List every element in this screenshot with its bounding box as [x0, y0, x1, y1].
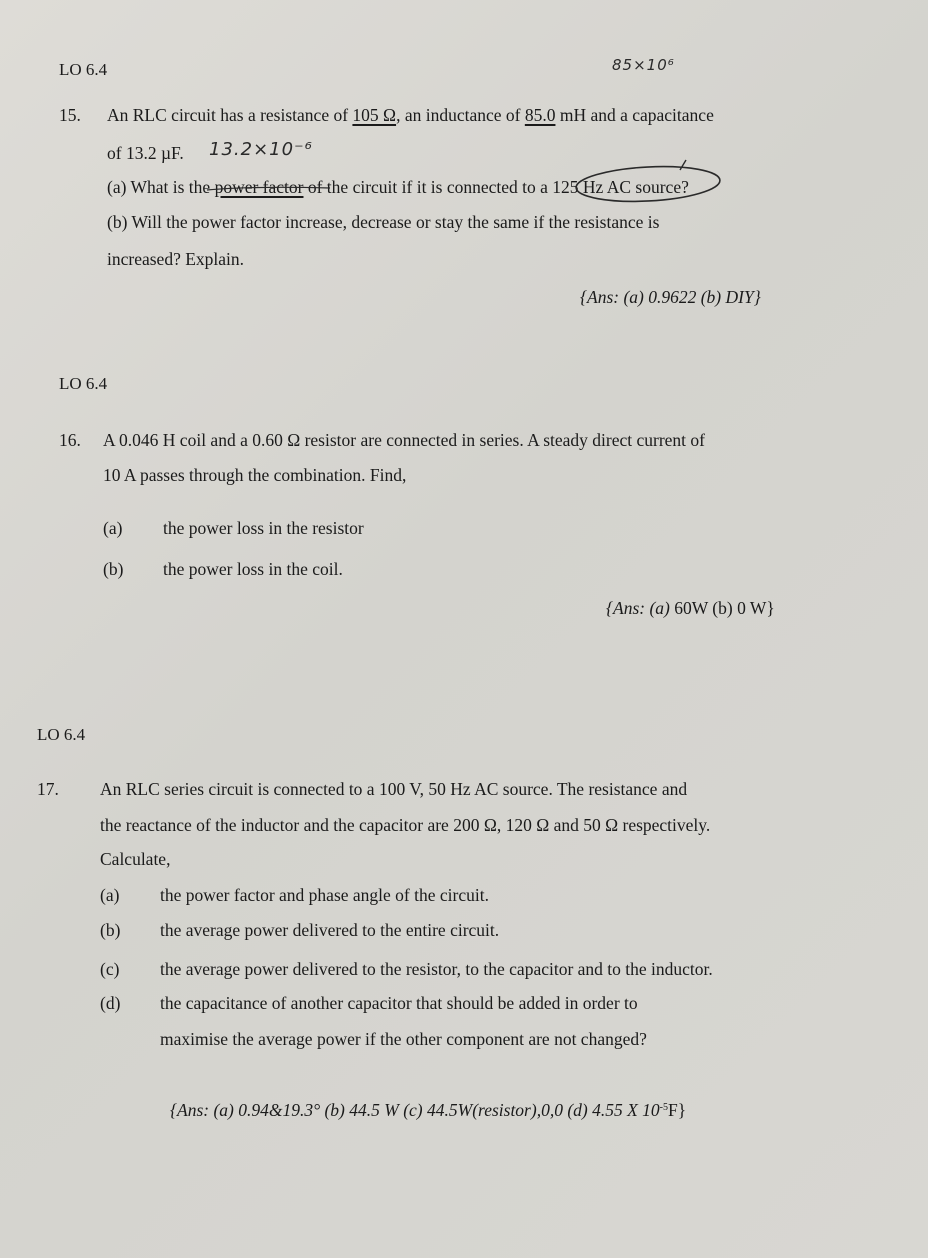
q16-number: 16.: [59, 430, 81, 450]
q16-part-a-text: the power loss in the resistor: [163, 518, 364, 538]
q15-part-a: (a) What is the power factor of the circuit if it is connected to a 125 Hz AC source?: [107, 177, 689, 197]
q17-part-a-text: the power factor and phase angle of the circuit.: [160, 885, 489, 905]
q15-handwritten-capacitance: 13.2×10⁻⁶: [209, 139, 313, 160]
q15-line-1: An RLC circuit has a resistance of 105 Ω, an inductance of 85.0 mH and a capacitance: [107, 105, 714, 125]
q16-part-b-text: the power loss in the coil.: [163, 559, 343, 579]
q15-part-b-line-1: (b) Will the power factor increase, decrease or stay the same if the resistance is: [107, 212, 660, 232]
q17-learning-outcome: LO 6.4: [37, 725, 86, 744]
q17-part-c-text: the average power delivered to the resistor, to the capacitor and to the inductor.: [160, 959, 713, 979]
q15-handwritten-note-top: 85×10⁶: [612, 56, 675, 74]
handwritten-tick-mark: [680, 160, 686, 170]
q17-line-1: An RLC series circuit is connected to a 100 V, 50 Hz AC source. The resistance and: [100, 779, 688, 799]
q17-part-b-label: (b): [100, 920, 121, 940]
q15-power-factor-underlined: power factor: [214, 177, 304, 197]
q17-part-d-text-2: maximise the average power if the other component are not changed?: [160, 1029, 647, 1049]
q15-number: 15.: [59, 105, 81, 125]
q17-line-2: the reactance of the inductor and the capacitor are 200 Ω, 120 Ω and 50 Ω respectively.: [100, 815, 711, 835]
q16-line-2: 10 A passes through the combination. Find,: [103, 465, 407, 485]
q17-answer: {Ans: (a) 0.94&19.3° (b) 44.5 W (c) 44.5W(resistor),0,0 (d) 4.55 X $10^{-5}F$}: [170, 1100, 687, 1120]
q16-part-b-label: (b): [103, 559, 124, 579]
q17-part-a-label: (a): [100, 885, 120, 905]
q17-line-3: Calculate,: [100, 849, 171, 869]
q16-answer: {Ans: (a) 60W (b) 0 W}: [606, 598, 775, 618]
q16-learning-outcome: LO 6.4: [59, 374, 108, 393]
q15-line-2: of 13.2 µF.: [107, 143, 184, 163]
q15-answer: {Ans: (a) 0.9622 (b) DIY}: [580, 287, 761, 307]
q16-part-a-label: (a): [103, 518, 123, 538]
q15-resistance-value: 105 Ω: [352, 105, 397, 125]
q15-inductance-value: 85.0: [524, 105, 556, 125]
q15-part-b-line-2: increased? Explain.: [107, 249, 245, 269]
q17-part-d-label: (d): [100, 993, 121, 1013]
q16-line-1: A 0.046 H coil and a 0.60 Ω resistor are connected in series. A steady direct current of: [103, 430, 705, 450]
q17-number: 17.: [37, 779, 59, 799]
q17-part-d-text-1: the capacitance of another capacitor that should be added in order to: [160, 993, 638, 1013]
q15-learning-outcome: LO 6.4: [59, 60, 108, 79]
q17-part-b-text: the average power delivered to the entire circuit.: [160, 920, 500, 940]
q17-part-c-label: (c): [100, 959, 120, 979]
